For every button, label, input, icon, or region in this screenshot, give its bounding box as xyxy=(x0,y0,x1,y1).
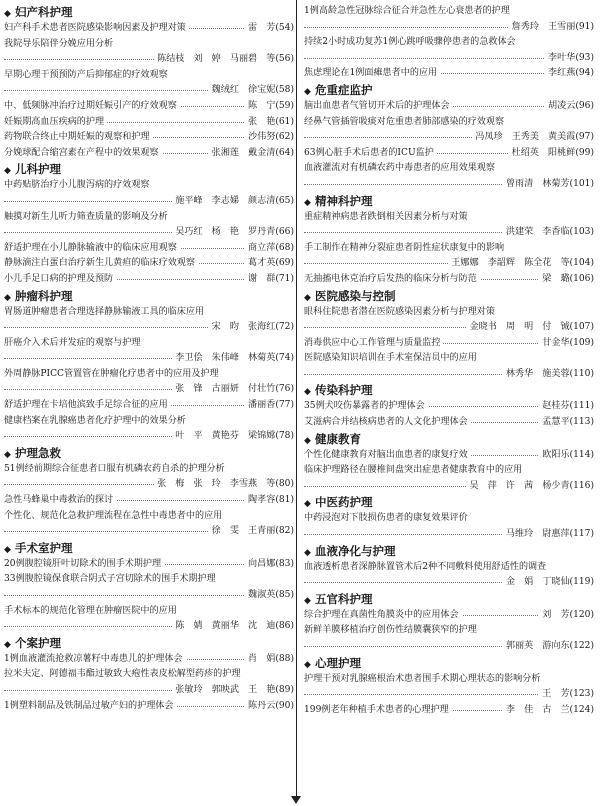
entry-title: 新鲜羊膜移植治疗创伤性结膜囊狭窄的护理 xyxy=(304,625,477,636)
entry-title: 经鼻气管插管吸痰对危重患者肺部感染的疗效观察 xyxy=(304,116,505,127)
section-heading xyxy=(304,193,594,210)
toc-entry[interactable] xyxy=(304,99,594,115)
entry-title: 1例塑料制品及铁制品过敏产妇的护理体会 xyxy=(4,699,176,715)
toc-entry[interactable] xyxy=(4,699,294,715)
entry-title: 舒适护理在卡培他滨致手足综合征的应用 xyxy=(4,398,171,414)
entry-authors-page: 马维玲 尉惠萍(117) xyxy=(503,527,594,543)
toc-section xyxy=(4,540,294,635)
toc-entry[interactable] xyxy=(304,130,594,146)
toc-entry[interactable] xyxy=(4,37,294,53)
toc-entry[interactable] xyxy=(304,351,594,367)
diamond-bullet-icon: ◆ xyxy=(4,639,11,650)
diamond-bullet-icon: ◆ xyxy=(304,547,311,558)
section-heading xyxy=(4,445,294,462)
entry-title: 妊娠期高血压疾病的护理 xyxy=(4,115,107,131)
entry-authors-page: 宋 昀 张海红(72) xyxy=(209,320,294,336)
entry-title: 个性化健康教育对脑出血患者的康复疗效 xyxy=(304,448,471,464)
toc-entry[interactable] xyxy=(4,524,294,540)
toc-entry[interactable] xyxy=(4,225,294,241)
entry-title: 血液透析患者深静脉置管术后2种不同敷料使用舒适性的调查 xyxy=(304,561,547,572)
toc-entry[interactable] xyxy=(4,68,294,84)
entry-authors-page: 欧阳乐(114) xyxy=(539,448,594,464)
toc-entry[interactable] xyxy=(4,619,294,635)
entry-authors-page: 魏绒红 徐宝妮(58) xyxy=(209,83,294,99)
toc-entry[interactable] xyxy=(304,210,594,226)
section-heading xyxy=(304,431,594,448)
entry-authors-page: 张敏玲 郭映武 王 艳(89) xyxy=(172,683,294,699)
toc-entry[interactable] xyxy=(4,146,294,162)
toc-section xyxy=(304,655,594,719)
entry-authors-page: 杜绍英 阳桃鲜(99) xyxy=(509,146,594,162)
toc-entry[interactable] xyxy=(4,194,294,210)
entry-title: 手术标本的规范化管理在肿瘤医院中的应用 xyxy=(4,605,177,616)
entry-title: 触摸对新生儿听力筛查质量的影响及分析 xyxy=(4,211,168,222)
entry-title: 临床护理路径在腰椎间盘突出症患者健康教育中的应用 xyxy=(304,465,523,476)
toc-entry[interactable] xyxy=(304,448,594,464)
toc-left-column xyxy=(4,4,294,714)
section-heading xyxy=(304,655,594,672)
entry-title: 33例腹腔镜保食联合阴式子宫切除术的围手术期护理 xyxy=(4,574,216,585)
toc-entry[interactable] xyxy=(4,667,294,683)
entry-title: 舒适护理在小儿静脉输液中的临床应用观察 xyxy=(4,241,180,257)
entry-authors-page: 金 娟 丁晓仙(119) xyxy=(503,575,594,591)
entry-title: 妇产科手术患者医院感染影响因素及护理对策 xyxy=(4,21,189,37)
toc-section xyxy=(4,161,294,287)
entry-authors-page: 李红燕(94) xyxy=(545,66,594,82)
entry-authors-page: 叶 平 黄艳芬 梁锦嫦(78) xyxy=(172,429,294,445)
toc-entry[interactable] xyxy=(4,557,294,573)
entry-title: 护理干预对乳腺癌根治术患者围手术期心理状态的影响分析 xyxy=(304,673,541,684)
entry-title: 个性化、规范化急救护理流程在急性中毒患者中的应用 xyxy=(4,510,223,521)
toc-entry[interactable] xyxy=(4,604,294,620)
entry-authors-page: 李叶华(93) xyxy=(545,51,594,67)
diamond-bullet-icon: ◆ xyxy=(4,292,11,303)
diamond-bullet-icon: ◆ xyxy=(304,292,311,303)
entry-title: 早期心理干预预防产后抑郁症的疗效观察 xyxy=(4,69,168,80)
toc-entry[interactable] xyxy=(4,509,294,525)
entry-title: 外周静脉PICC管置管在肿瘤化疗患者中的应用及护理 xyxy=(4,368,219,379)
entry-title: 小儿手足口病的护理及预防 xyxy=(4,272,116,288)
entry-title: 重症精神病患者跌倒相关因素分析与对策 xyxy=(304,211,468,222)
toc-entry[interactable] xyxy=(304,560,594,576)
toc-entry[interactable] xyxy=(4,351,294,367)
entry-title: 分娩球配合缩宫素在产程中的效果观察 xyxy=(4,146,162,162)
entry-authors-page: 甘金华(109) xyxy=(539,336,594,352)
entry-authors-page: 商立萍(68) xyxy=(245,241,294,257)
entry-authors-page: 肖 娟(88) xyxy=(245,652,294,668)
entry-authors-page: 郭丽英 游向东(122) xyxy=(503,639,594,655)
section-title: 血液净化与护理 xyxy=(315,543,396,558)
entry-title: 胃肠道肿瘤患者合理选择静脉输液工具的临床应用 xyxy=(4,306,205,317)
entry-title: 血液灌流对有机磷农药中毒患者的应用效果观察 xyxy=(304,163,495,174)
diamond-bullet-icon: ◆ xyxy=(304,387,311,398)
toc-section xyxy=(304,82,594,193)
entry-authors-page: 潘丽香(77) xyxy=(245,398,294,414)
section-title: 精神科护理 xyxy=(315,193,373,208)
toc-section xyxy=(4,288,294,445)
toc-entry[interactable] xyxy=(304,4,594,20)
entry-authors-page: 王 芳(123) xyxy=(539,687,594,703)
section-title: 儿科护理 xyxy=(15,162,61,177)
diamond-bullet-icon: ◆ xyxy=(304,435,311,446)
entry-authors-page: 吴巧红 杨 艳 罗丹青(66) xyxy=(172,225,294,241)
toc-entry[interactable] xyxy=(4,320,294,336)
toc-entry[interactable] xyxy=(4,683,294,699)
toc-entry[interactable] xyxy=(304,146,594,162)
entry-title: 1例血液灌流抢救凉薯籽中毒患儿的护理体会 xyxy=(4,652,186,668)
toc-entry[interactable] xyxy=(4,588,294,604)
entry-authors-page: 金晓书 周 明 付 铖(107) xyxy=(467,320,594,336)
entry-authors-page: 陈 婧 黄丽华 沈 迪(86) xyxy=(172,619,294,635)
entry-title: 无抽搐电休克治疗后发热的临床分析与防范 xyxy=(304,272,480,288)
entry-title: 焦虑理论在1例面瘫患者中的应用 xyxy=(304,66,440,82)
toc-entry[interactable] xyxy=(4,130,294,146)
entry-authors-page: 谢 群(71) xyxy=(245,272,294,288)
diamond-bullet-icon: ◆ xyxy=(304,659,311,670)
entry-title: 我院导乐陪伴分娩应用分析 xyxy=(4,38,114,49)
entry-authors-page: 徐 雯 王青丽(82) xyxy=(209,524,294,540)
toc-entry[interactable] xyxy=(304,66,594,82)
entry-title: 眼科住院患者潜在医院感染因素分析与护理对策 xyxy=(304,306,495,317)
entry-title: 中药贴脐治疗小儿腹泻病的疗效观察 xyxy=(4,180,150,191)
entry-authors-page: 施平峰 李志娣 颜志清(65) xyxy=(172,194,294,210)
entry-authors-page: 曾雨清 林菊芳(101) xyxy=(503,177,594,193)
toc-entry[interactable] xyxy=(304,336,594,352)
diamond-bullet-icon: ◆ xyxy=(4,544,11,555)
entry-authors-page: 林秀华 施美蓉(110) xyxy=(503,367,594,383)
entry-authors-page: 向昌娜(83) xyxy=(245,557,294,573)
section-title: 中医药护理 xyxy=(315,495,373,510)
toc-entry[interactable] xyxy=(304,305,594,321)
toc-entry[interactable] xyxy=(4,52,294,68)
entry-title: 1例高龄急性冠脉综合征合并急性左心衰患者的护理 xyxy=(304,6,510,16)
section-heading xyxy=(4,540,294,557)
section-title: 妇产科护理 xyxy=(15,5,73,19)
toc-section xyxy=(304,193,594,288)
toc-entry[interactable] xyxy=(4,493,294,509)
diamond-bullet-icon: ◆ xyxy=(304,595,311,606)
toc-entry[interactable] xyxy=(304,415,594,431)
section-heading xyxy=(304,288,594,305)
toc-entry[interactable] xyxy=(304,35,594,51)
toc-entry[interactable] xyxy=(4,477,294,493)
section-title: 个案护理 xyxy=(15,635,61,650)
entry-title: 中药浸泡对下肢损伤患者的康复效果评价 xyxy=(304,513,468,524)
toc-entry[interactable] xyxy=(4,429,294,445)
toc-entry[interactable] xyxy=(304,687,594,703)
section-title: 医院感染与控制 xyxy=(315,288,396,303)
entry-title: 中、低频脉冲治疗过期妊娠引产的疗效观察 xyxy=(4,99,180,115)
toc-section xyxy=(304,494,594,542)
entry-authors-page: 李 佳 古 兰(124) xyxy=(503,703,594,719)
entry-title: 脑出血患者气管切开术后的护理体会 xyxy=(304,99,453,115)
section-heading xyxy=(4,4,294,21)
entry-authors-page: 张湘莲 戴金清(64) xyxy=(209,146,294,162)
section-title: 传染科护理 xyxy=(315,383,373,398)
toc-entry[interactable] xyxy=(304,527,594,543)
toc-entry[interactable] xyxy=(304,272,594,288)
section-heading xyxy=(4,288,294,305)
toc-entry[interactable] xyxy=(4,99,294,115)
section-title: 危重症监护 xyxy=(315,82,373,97)
toc-section xyxy=(304,382,594,430)
section-title: 肿瘤科护理 xyxy=(15,288,73,303)
entry-authors-page: 吴 萍 许 茜 杨少青(116) xyxy=(467,479,594,495)
entry-authors-page: 李卫侩 朱伟峰 林菊英(74) xyxy=(172,351,294,367)
entry-title: 持续2小时成功复苏1例心跳呼吸骤停患者的急救体会 xyxy=(304,37,516,48)
toc-entry[interactable] xyxy=(4,382,294,398)
entry-authors-page: 詹秀玲 王雪丽(91) xyxy=(509,20,594,36)
entry-title: 63例心脏手术后患者的ICU监护 xyxy=(304,146,437,162)
entry-authors-page: 张 艳(61) xyxy=(245,115,294,131)
toc-entry[interactable] xyxy=(304,320,594,336)
entry-title: 拉米夫定、阿德福韦酯过敏致大疱性表皮松解型药疹的护理 xyxy=(4,669,241,680)
toc-entry[interactable] xyxy=(4,398,294,414)
entry-title: 药物联合终止中期妊娠的观察和护理 xyxy=(4,130,153,146)
continue-arrow-icon xyxy=(291,796,301,804)
entry-title: 健康档案在乳腺癌患者化疗护理中的效果分析 xyxy=(4,415,186,426)
toc-entry[interactable] xyxy=(304,177,594,193)
entry-authors-page: 张 梅 张 玲 李雪燕 等(80) xyxy=(154,477,294,493)
toc-entry[interactable] xyxy=(304,463,594,479)
toc-section xyxy=(304,543,594,591)
toc-entry[interactable] xyxy=(304,672,594,688)
toc-entry[interactable] xyxy=(4,21,294,37)
toc-entry[interactable] xyxy=(304,703,594,719)
section-heading xyxy=(4,161,294,178)
toc-section xyxy=(304,591,594,655)
toc-section xyxy=(304,431,594,495)
toc-entry[interactable] xyxy=(4,83,294,99)
section-heading xyxy=(304,494,594,511)
toc-section xyxy=(4,4,294,161)
toc-entry[interactable] xyxy=(4,305,294,321)
diamond-bullet-icon: ◆ xyxy=(304,499,311,510)
diamond-bullet-icon: ◆ xyxy=(4,449,11,460)
toc-entry[interactable] xyxy=(304,161,594,177)
entry-authors-page: 刘 芳(120) xyxy=(539,608,594,624)
toc-entry[interactable] xyxy=(4,256,294,272)
toc-entry[interactable] xyxy=(304,575,594,591)
diamond-bullet-icon: ◆ xyxy=(4,166,11,177)
toc-entry[interactable] xyxy=(304,399,594,415)
toc-entry[interactable] xyxy=(4,336,294,352)
section-title: 手术室护理 xyxy=(15,540,73,555)
entry-authors-page: 洪建荣 李香临(103) xyxy=(503,225,594,241)
section-heading xyxy=(304,382,594,399)
diamond-bullet-icon: ◆ xyxy=(4,9,11,19)
toc-entry[interactable] xyxy=(4,367,294,383)
entry-title: 199例老年种植手术患者的心理护理 xyxy=(304,703,452,719)
entry-title: 20例腹腔镜肝叶切除术的围手术期护理 xyxy=(4,557,164,573)
entry-authors-page: 赵桂芬(111) xyxy=(539,399,594,415)
toc-entry[interactable] xyxy=(304,639,594,655)
toc-entry[interactable] xyxy=(304,511,594,527)
entry-authors-page: 孟慧平(113) xyxy=(539,415,594,431)
entry-title: 手工制作在精神分裂症患者阴性症状康复中的影响 xyxy=(304,242,505,253)
toc-entry[interactable] xyxy=(304,256,594,272)
toc-entry[interactable] xyxy=(304,241,594,257)
toc-section xyxy=(4,445,294,540)
entry-authors-page: 陈丹云(90) xyxy=(245,699,294,715)
entry-authors-page: 王娜娜 李韶辉 陈全花 等(104) xyxy=(448,256,594,272)
section-heading xyxy=(304,82,594,99)
entry-title: 静脉滴注白蛋白治疗新生儿黄疸的临床疗效观察 xyxy=(4,256,198,272)
toc-entry[interactable] xyxy=(304,367,594,383)
diamond-bullet-icon: ◆ xyxy=(304,197,311,208)
entry-authors-page: 雷 芳(54) xyxy=(245,21,294,37)
toc-entry[interactable] xyxy=(4,272,294,288)
toc-entry[interactable] xyxy=(4,572,294,588)
entry-authors-page: 胡凌云(96) xyxy=(545,99,594,115)
entry-title: 消毒供应中心工作管理与质量监控 xyxy=(304,336,443,352)
section-title: 心理护理 xyxy=(315,655,361,670)
section-heading xyxy=(4,635,294,652)
toc-entry[interactable] xyxy=(304,51,594,67)
entry-authors-page: 陈 宁(59) xyxy=(245,99,294,115)
toc-entry[interactable] xyxy=(304,479,594,495)
toc-entry[interactable] xyxy=(4,178,294,194)
entry-authors-page: 陈结枝 刘 婷 马丽碧 等(56) xyxy=(154,52,294,68)
section-title: 五官科护理 xyxy=(315,591,373,606)
toc-section xyxy=(304,4,594,82)
entry-title: 肝癌介入术后并发症的观察与护理 xyxy=(4,337,141,348)
section-heading xyxy=(304,591,594,608)
column-divider xyxy=(296,0,297,798)
toc-entry[interactable] xyxy=(4,414,294,430)
toc-entry[interactable] xyxy=(4,241,294,257)
toc-entry[interactable] xyxy=(4,115,294,131)
diamond-bullet-icon: ◆ xyxy=(304,86,311,97)
toc-section xyxy=(4,635,294,714)
entry-authors-page: 魏淑英(85) xyxy=(245,588,294,604)
entry-title: 医院感染知识培训在手术室保洁员中的应用 xyxy=(304,353,477,364)
toc-entry[interactable] xyxy=(4,210,294,226)
entry-authors-page: 沙伟努(62) xyxy=(245,130,294,146)
entry-title: 35例犬咬伤暴露者的护理体会 xyxy=(304,399,428,415)
section-title: 护理急救 xyxy=(15,445,61,460)
entry-authors-page: 冯凤珍 王秀美 黄美霞(97) xyxy=(472,130,594,146)
entry-authors-page: 葛才英(69) xyxy=(245,256,294,272)
entry-authors-page: 陶孝容(81) xyxy=(245,493,294,509)
toc-entry[interactable] xyxy=(304,608,594,624)
toc-entry[interactable] xyxy=(304,20,594,36)
toc-right-column xyxy=(304,4,594,718)
toc-entry[interactable] xyxy=(4,462,294,478)
toc-entry[interactable] xyxy=(304,623,594,639)
section-title: 健康教育 xyxy=(315,431,361,446)
toc-entry[interactable] xyxy=(304,225,594,241)
entry-title: 综合护理在真菌性角膜炎中的应用体会 xyxy=(304,608,462,624)
entry-authors-page: 梁 璐(106) xyxy=(539,272,594,288)
entry-authors-page: 张 锋 古丽妍 付壮竹(76) xyxy=(172,382,294,398)
entry-title: 51例经前期综合征患者口服有机磷农药自杀的护理分析 xyxy=(4,463,225,474)
entry-title: 急性马蜂巢中毒救治的探讨 xyxy=(4,493,116,509)
entry-title: 艾滋病合并结核病患者的人文化护理体会 xyxy=(304,415,471,431)
section-heading xyxy=(304,543,594,560)
toc-entry[interactable] xyxy=(4,652,294,668)
toc-entry[interactable] xyxy=(304,115,594,131)
toc-section xyxy=(304,288,594,383)
